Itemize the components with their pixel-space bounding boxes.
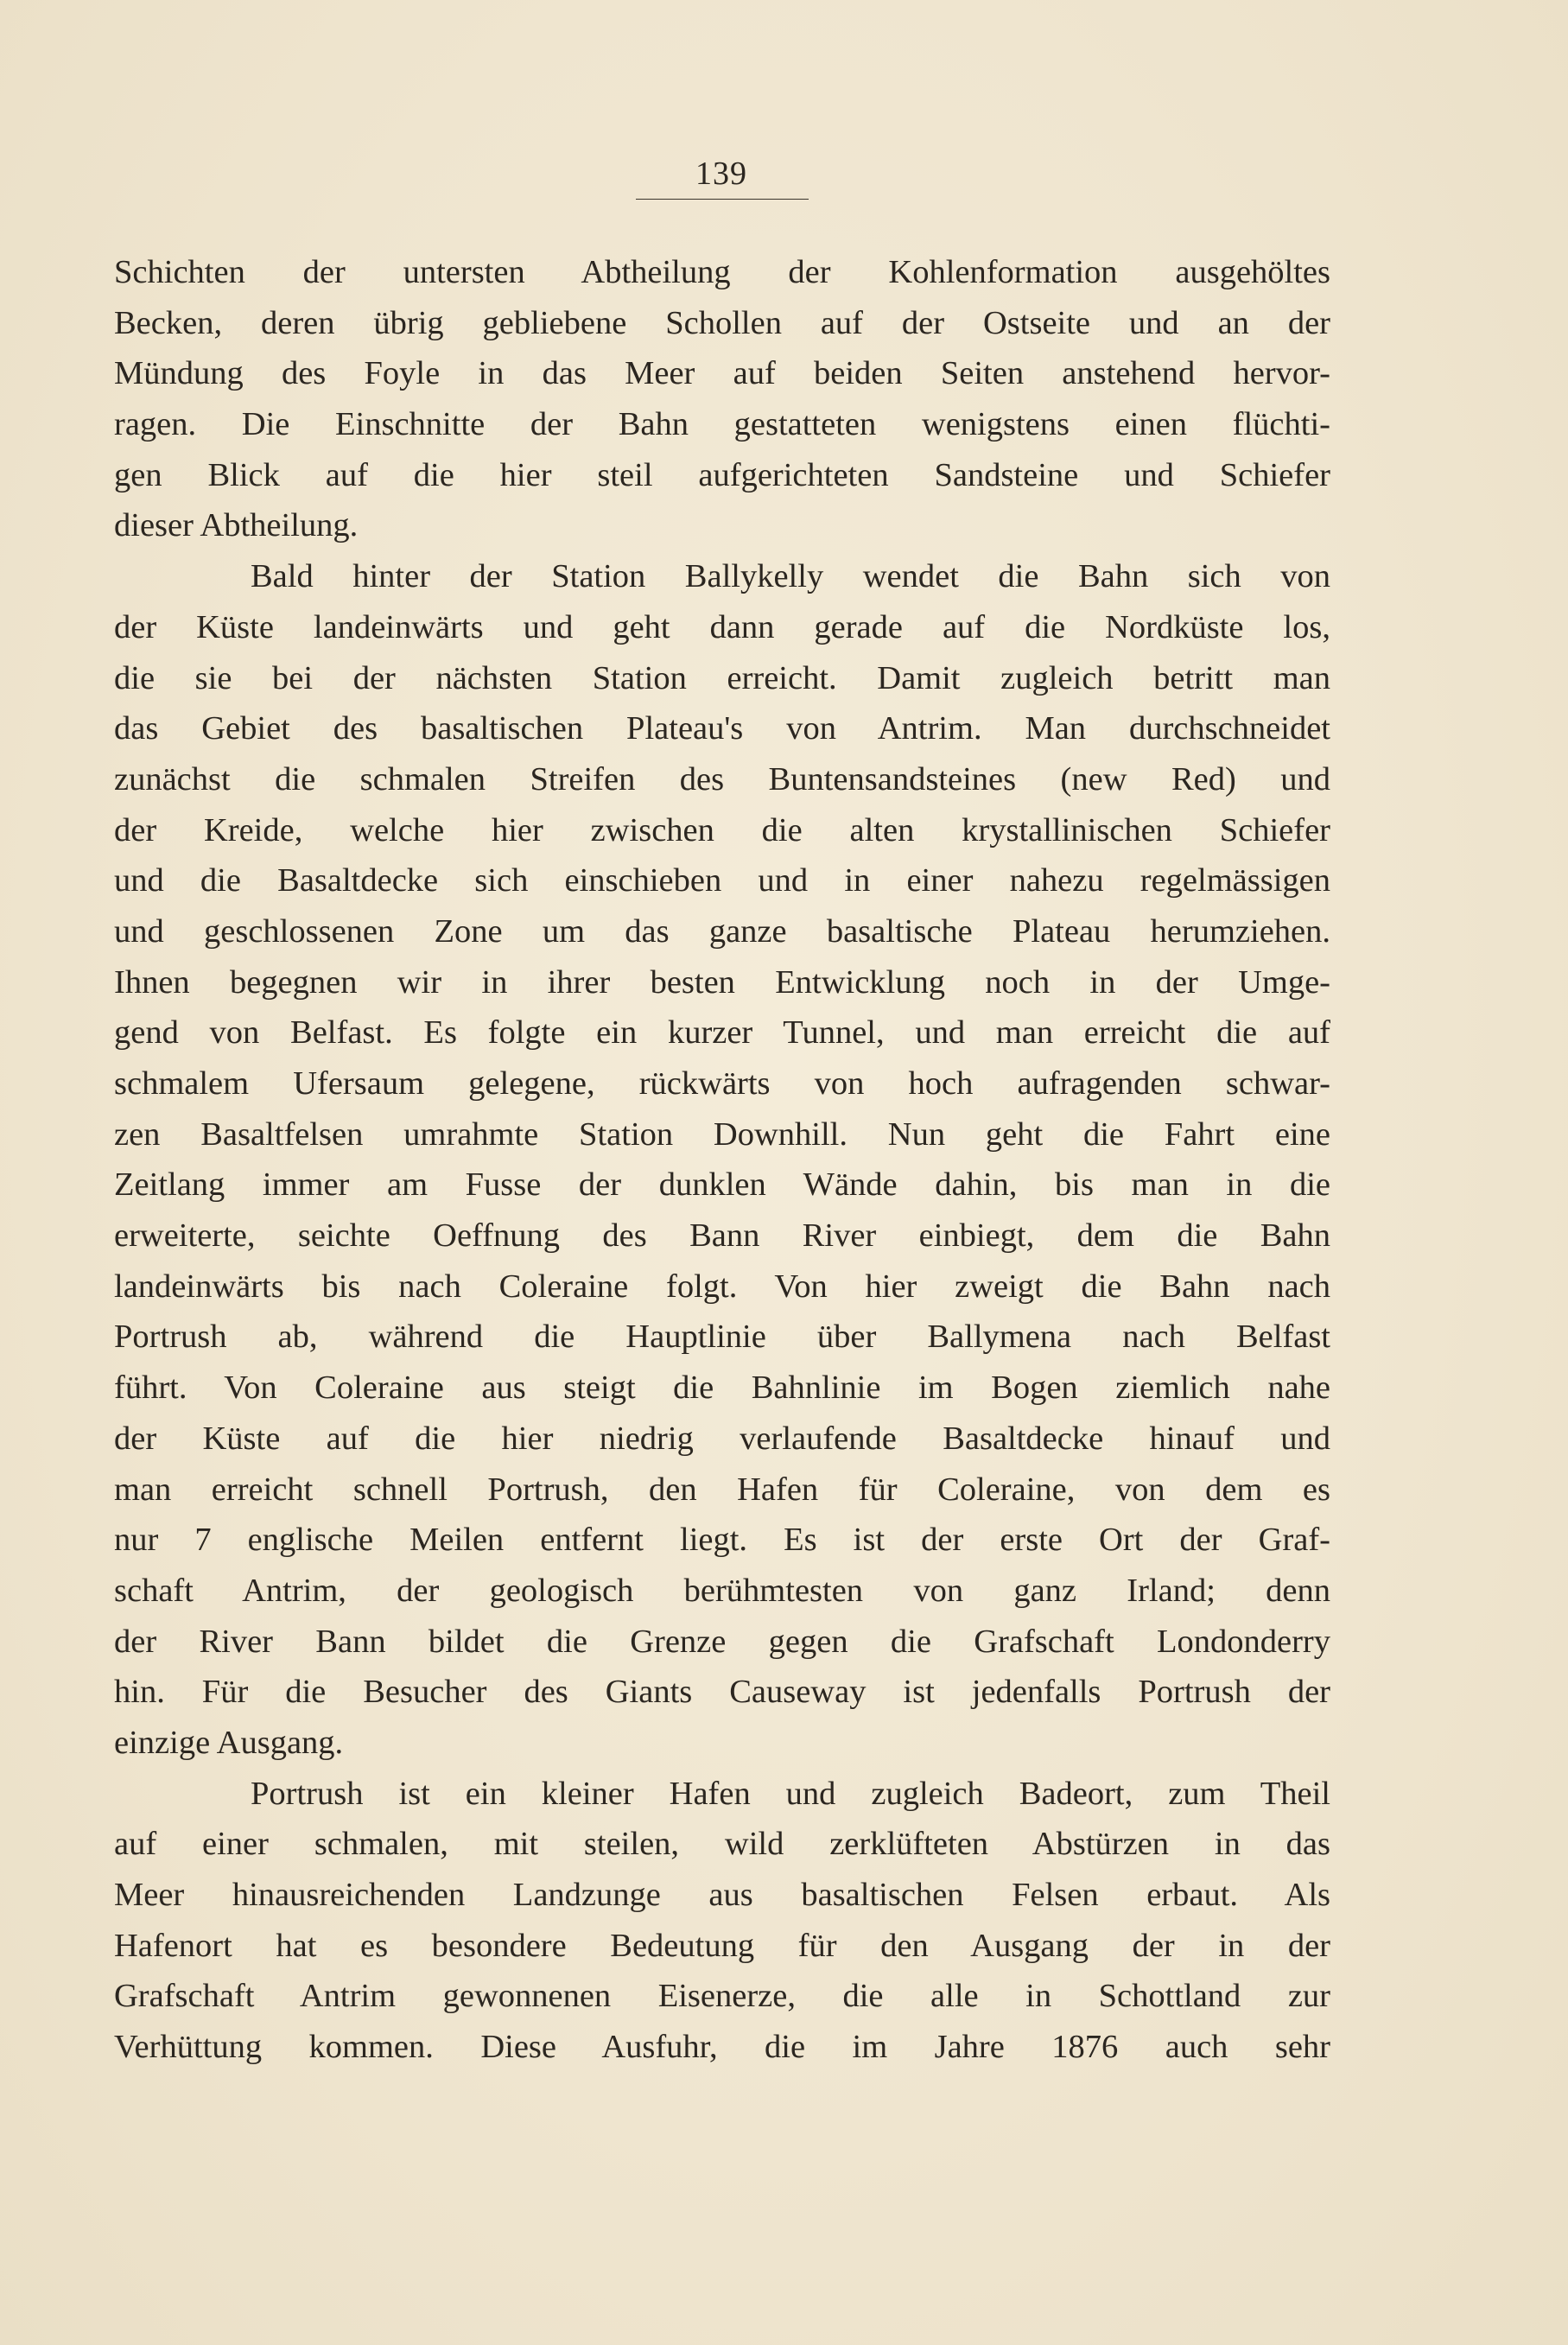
text-line: zen Basaltfelsen umrahmte Station Downhill. Nun geht die Fahrt eine <box>114 1115 1330 1153</box>
text-line: Grafschaft Antrim gewonnenen Eisenerze, die alle in Schottland zur <box>114 1978 1330 2015</box>
text-line: Mündung des Foyle in das Meer auf beiden Seiten anstehend hervor- <box>114 355 1330 392</box>
text-line: landeinwärts bis nach Coleraine folgt. Von hier zweigt die Bahn nach <box>114 1268 1330 1305</box>
text-line: Hafenort hat es besondere Bedeutung für den Ausgang der in der <box>114 1927 1330 1964</box>
text-line: und geschlossenen Zone um das ganze basaltische Plateau herumziehen. <box>114 912 1330 950</box>
text-line: Verhüttung kommen. Diese Ausfuhr, die im Jahre 1876 auch sehr <box>114 2029 1330 2066</box>
page-number: 139 <box>695 156 747 192</box>
page-number-rule <box>636 199 809 200</box>
text-line: Meer hinausreichenden Landzunge aus basaltischen Felsen erbaut. Als <box>114 1877 1330 1913</box>
text-line: nur 7 englische Meilen entfernt liegt. Es ist der erste Ort der Graf- <box>114 1522 1330 1559</box>
text-line: schaft Antrim, der geologisch berühmtesten von ganz Irland; denn <box>114 1572 1330 1609</box>
text-line: erweiterte, seichte Oeffnung des Bann River einbiegt, dem die Bahn <box>114 1217 1330 1255</box>
text-line: Bald hinter der Station Ballykelly wendet die Bahn sich von <box>251 558 1330 595</box>
text-line: man erreicht schnell Portrush, den Hafen für Coleraine, von dem es <box>114 1471 1330 1508</box>
text-line: das Gebiet des basaltischen Plateau's von Antrim. Man durchschneidet <box>114 710 1330 747</box>
text-line: Portrush ist ein kleiner Hafen und zugleich Badeort, zum Theil <box>251 1775 1330 1812</box>
text-line: der Küste landeinwärts und geht dann gerade auf die Nordküste los, <box>114 608 1330 645</box>
text-line: Zeitlang immer am Fusse der dunklen Wände dahin, bis man in die <box>114 1166 1330 1204</box>
text-line: auf einer schmalen, mit steilen, wild zerklüfteten Abstürzen in das <box>114 1826 1330 1863</box>
text-line: einzige Ausgang. <box>114 1724 344 1761</box>
body-text <box>114 247 1330 2073</box>
text-line: gen Blick auf die hier steil aufgerichteten Sandsteine und Schiefer <box>114 456 1330 493</box>
text-line: gend von Belfast. Es folgte ein kurzer Tunnel, und man erreicht die auf <box>114 1014 1330 1052</box>
text-line: und die Basaltdecke sich einschieben und in einer nahezu regelmässigen <box>114 862 1330 899</box>
text-line: die sie bei der nächsten Station erreicht. Damit zugleich betritt man <box>114 659 1330 696</box>
text-line: hin. Für die Besucher des Giants Causeway ist jedenfalls Portrush der <box>114 1674 1330 1711</box>
text-line: dieser Abtheilung. <box>114 507 359 544</box>
text-line: ragen. Die Einschnitte der Bahn gestatteten wenigstens einen flüchti- <box>114 406 1330 443</box>
text-line: schmalem Ufersaum gelegene, rückwärts von hoch aufragenden schwar- <box>114 1065 1330 1102</box>
text-line: Schichten der untersten Abtheilung der Kohlenformation ausgehöltes <box>114 254 1330 290</box>
text-line: Becken, deren übrig gebliebene Schollen auf der Ostseite und an der <box>114 304 1330 341</box>
text-line: führt. Von Coleraine aus steigt die Bahnlinie im Bogen ziemlich nahe <box>114 1370 1330 1407</box>
text-line: der Kreide, welche hier zwischen die alten krystallinischen Schiefer <box>114 811 1330 848</box>
text-line: Portrush ab, während die Hauptlinie über Ballymena nach Belfast <box>114 1319 1330 1356</box>
text-line: der River Bann bildet die Grenze gegen die Grafschaft Londonderry <box>114 1623 1330 1660</box>
text-line: der Küste auf die hier niedrig verlaufende Basaltdecke hinauf und <box>114 1420 1330 1457</box>
text-line: Ihnen begegnen wir in ihrer besten Entwicklung noch in der Umge- <box>114 963 1330 1001</box>
text-line: zunächst die schmalen Streifen des Buntensandsteines (new Red) und <box>114 760 1330 798</box>
